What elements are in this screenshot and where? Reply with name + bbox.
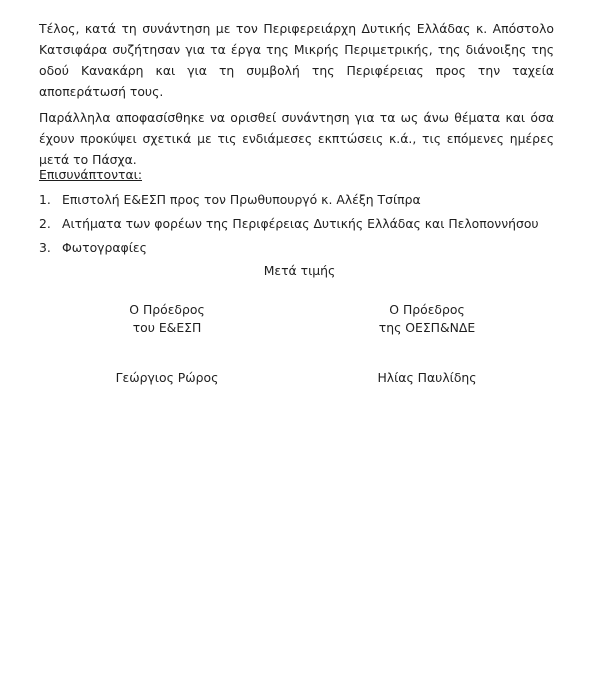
signature-right-title xyxy=(327,301,527,337)
signature-left-name: Γεώργιος Ρώρος xyxy=(115,370,219,385)
signature-right-name: Ηλίας Παυλίδης xyxy=(377,370,477,385)
list-item-number: 3. xyxy=(39,240,51,255)
signature-left-title xyxy=(67,301,267,337)
list-item-text: Φωτογραφίες xyxy=(62,240,147,255)
signature-right-title-line-2: της ΟΕΣΠ&ΝΔΕ xyxy=(378,320,476,335)
signature-right-title-line-1: Ο Πρόεδρος xyxy=(389,302,465,317)
attachments-title: Επισυνάπτονται: xyxy=(39,167,143,182)
list-item-text: Επιστολή Ε&ΕΣΠ προς τον Πρωθυπουργό κ. Αλέξη Τσίπρα xyxy=(62,192,421,207)
list-item xyxy=(39,212,539,236)
closing-salutation: Μετά τιμής xyxy=(263,263,336,278)
body-paragraph-1: Τέλος, κατά τη συνάντηση με τον Περιφερειάρχη Δυτικής Ελλάδας κ. Απόστολο Κατσιφάρα συζήτησαν για τα έργα της Μικρής Περιμετρικής, της διάνοιξης της οδού Κανακάρη και για τη συμβολή της Περιφέρειας προς την ταχεία αποπεράτωσή τους. xyxy=(39,21,554,99)
list-item xyxy=(39,188,539,212)
signature-left-title-line-2: του Ε&ΕΣΠ xyxy=(132,320,202,335)
list-item-number: 1. xyxy=(39,192,51,207)
signature-left-title-line-1: Ο Πρόεδρος xyxy=(129,302,205,317)
body-paragraph-2: Παράλληλα αποφασίσθηκε να ορισθεί συνάντηση για τα ως άνω θέματα και όσα έχουν προκύψει σχετικά με τις ενδιάμεσες εκπτώσεις κ.ά., τις επόμενες ημέρες μετά το Πάσχα. xyxy=(39,110,554,167)
attachments-list xyxy=(39,188,539,260)
list-item-text: Αιτήματα των φορέων της Περιφέρειας Δυτικής Ελλάδας και Πελοποννήσου xyxy=(62,216,539,231)
letter-body xyxy=(39,18,554,170)
list-item-number: 2. xyxy=(39,216,51,231)
list-item xyxy=(39,236,539,260)
